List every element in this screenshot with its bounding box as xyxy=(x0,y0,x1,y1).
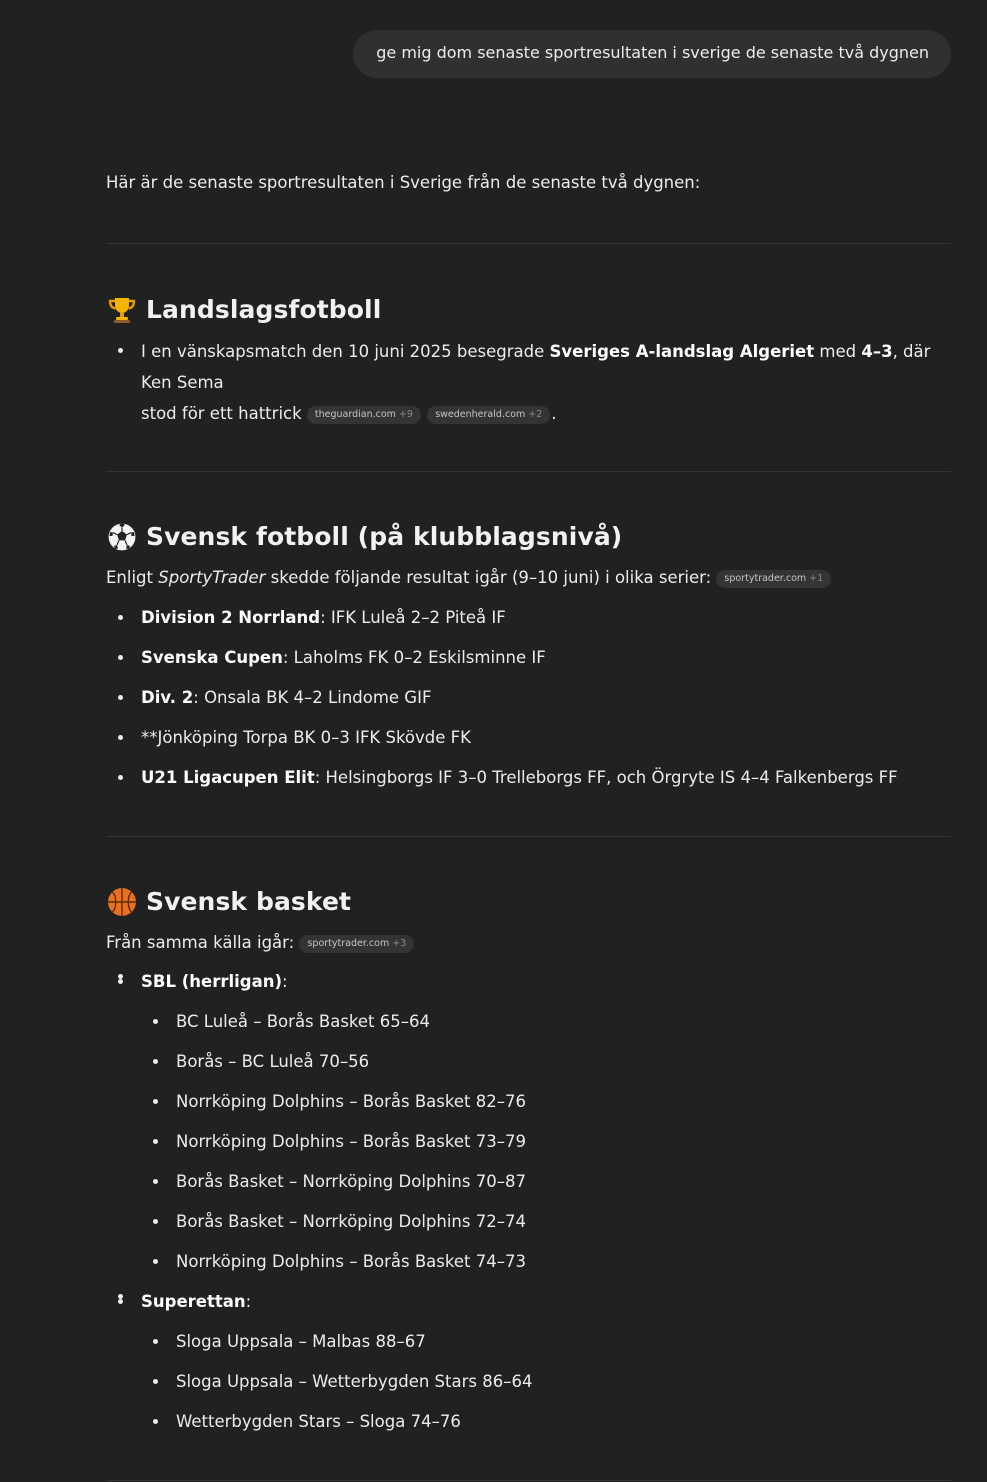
list-item: I en vänskapsmatch den 10 juni 2025 besegrade Sveriges A-landslag Algeriet med 4–3, där Ken Sema stod för ett hattrick theguardian.com +9 swedenherald.com +2 . xyxy=(106,336,951,429)
section-divider xyxy=(106,1480,951,1481)
heading-landslag-text: Landslagsfotboll xyxy=(146,294,382,324)
list-item: **Jönköping Torpa BK 0–3 IFK Skövde FK xyxy=(106,718,951,758)
list-item: Norrköping Dolphins – Borås Basket 73–79 xyxy=(106,1122,951,1162)
assistant-answer xyxy=(106,170,951,1481)
user-message-text: ge mig dom senaste sportresultaten i sverige de senaste två dygnen xyxy=(376,43,929,62)
list-item: Norrköping Dolphins – Borås Basket 74–73 xyxy=(106,1242,951,1282)
heading-basket xyxy=(106,882,951,922)
user-message-bubble xyxy=(353,30,951,78)
source-chip-sportytrader-basket[interactable]: sportytrader.com +3 xyxy=(299,935,414,953)
list-item: Sloga Uppsala – Wetterbygden Stars 86–64 xyxy=(106,1362,951,1402)
list-item: Norrköping Dolphins – Borås Basket 82–76 xyxy=(106,1082,951,1122)
source-chip-swedenherald[interactable]: swedenherald.com +2 xyxy=(427,406,550,424)
basket-lead: Från samma källa igår: sportytrader.com +3 xyxy=(106,927,951,959)
basket-list xyxy=(106,962,951,1002)
basketball-icon xyxy=(106,886,138,918)
list-item: Borås – BC Luleå 70–56 xyxy=(106,1042,951,1082)
heading-klubb-text: Svensk fotboll (på klubblagsnivå) xyxy=(146,521,623,551)
sbl-list xyxy=(106,1002,951,1282)
heading-klubb xyxy=(106,517,951,557)
klubb-lead: Enligt SportyTrader skedde följande resultat igår (9–10 juni) i olika serier: sportytrader.com +1 xyxy=(106,562,951,594)
list-item: Sloga Uppsala – Malbas 88–67 xyxy=(106,1322,951,1362)
source-chip-sportytrader[interactable]: sportytrader.com +1 xyxy=(716,570,831,588)
list-item: Division 2 Norrland: IFK Luleå 2–2 Piteå IF xyxy=(106,598,951,638)
list-item-sbl: SBL (herrligan) : xyxy=(106,962,951,1002)
landslag-list xyxy=(106,336,951,429)
heading-landslag xyxy=(106,290,951,330)
list-item: Div. 2: Onsala BK 4–2 Lindome GIF xyxy=(106,678,951,718)
heading-basket-text: Svensk basket xyxy=(146,886,352,916)
source-chip-theguardian[interactable]: theguardian.com +9 xyxy=(307,406,421,424)
trophy-icon xyxy=(106,294,138,326)
list-item: Borås Basket – Norrköping Dolphins 70–87 xyxy=(106,1162,951,1202)
basket-list-2 xyxy=(106,1282,951,1322)
superettan-list xyxy=(106,1322,951,1442)
soccer-ball-icon xyxy=(106,521,138,553)
list-item: Svenska Cupen: Laholms FK 0–2 Eskilsminne IF xyxy=(106,638,951,678)
list-item: Wetterbygden Stars – Sloga 74–76 xyxy=(106,1402,951,1442)
list-item: U21 Ligacupen Elit: Helsingborgs IF 3–0 Trelleborgs FF, och Örgryte IS 4–4 Falkenbergs FF xyxy=(106,758,951,798)
list-item: Borås Basket – Norrköping Dolphins 72–74 xyxy=(106,1202,951,1242)
klubb-list xyxy=(106,598,951,798)
list-item: BC Luleå – Borås Basket 65–64 xyxy=(106,1002,951,1042)
intro-text: Här är de senaste sportresultaten i Sverige från de senaste två dygnen: xyxy=(106,173,701,192)
list-item-superettan: Superettan : xyxy=(106,1282,951,1322)
